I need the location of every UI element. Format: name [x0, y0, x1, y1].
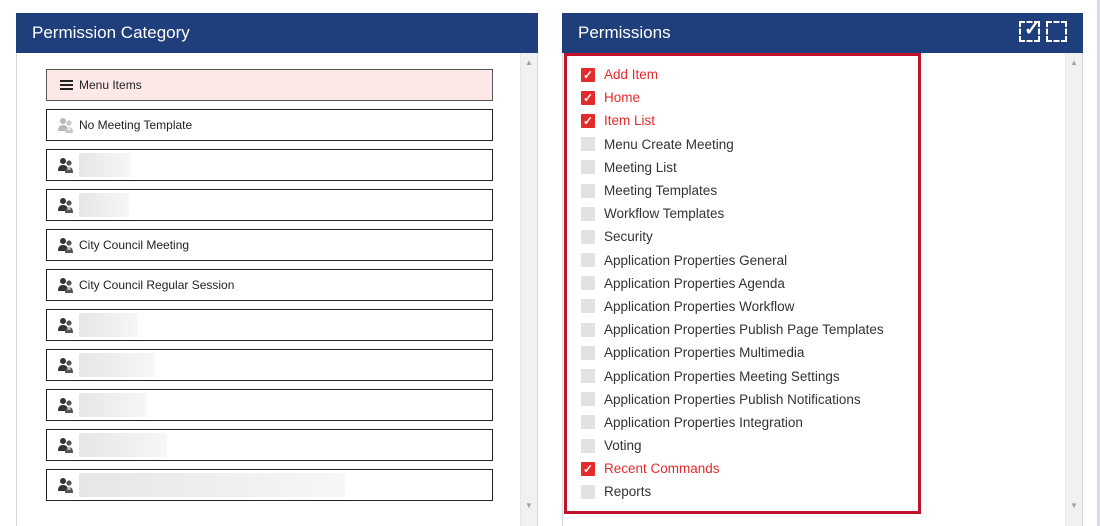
redacted-label	[79, 313, 138, 337]
check-icon: ✓	[582, 113, 594, 128]
select-all-icon[interactable]: ✓	[1019, 21, 1040, 42]
permission-label: Application Properties Integration	[604, 414, 803, 430]
permission-label: Application Properties Workflow	[604, 298, 795, 314]
permission-row[interactable]	[581, 156, 884, 179]
permission-label: Application Properties Agenda	[604, 275, 785, 291]
permission-label: Meeting List	[604, 159, 677, 175]
category-item[interactable]	[46, 229, 493, 261]
users-icon	[58, 317, 74, 333]
permission-label: Recent Commands	[604, 461, 720, 477]
users-icon	[58, 157, 74, 173]
permission-row[interactable]	[581, 109, 884, 132]
permission-checkbox[interactable]	[581, 415, 595, 429]
permission-checkbox[interactable]	[581, 207, 595, 221]
permission-label: Application Properties Publish Notifications	[604, 391, 861, 407]
category-item[interactable]	[46, 189, 493, 221]
permission-row[interactable]	[581, 388, 884, 411]
permission-row[interactable]	[581, 434, 884, 457]
permission-checkbox[interactable]	[581, 230, 595, 244]
permission-checkbox[interactable]	[581, 369, 595, 383]
permission-label: Menu Create Meeting	[604, 136, 734, 152]
permission-category-body	[16, 53, 538, 526]
permission-checkbox[interactable]	[581, 276, 595, 290]
permission-label: Application Properties General	[604, 252, 788, 268]
users-icon	[58, 357, 74, 373]
permission-label: Meeting Templates	[604, 183, 718, 199]
permission-row[interactable]	[581, 63, 884, 86]
permission-label: Application Properties Publish Page Templates	[604, 322, 884, 338]
permission-label: Home	[604, 90, 641, 106]
permissions-list	[581, 63, 884, 504]
users-icon	[58, 117, 74, 133]
category-label: City Council Regular Session	[79, 278, 235, 292]
permission-row[interactable]	[581, 364, 884, 387]
permission-checkbox[interactable]	[581, 253, 595, 267]
permission-checkbox[interactable]	[581, 346, 595, 360]
permission-row[interactable]	[581, 341, 884, 364]
permission-label: Item List	[604, 113, 656, 129]
permission-label: Workflow Templates	[604, 206, 725, 222]
permission-checkbox[interactable]	[581, 114, 595, 128]
category-list	[46, 69, 493, 509]
permission-row[interactable]	[581, 86, 884, 109]
permission-checkbox[interactable]	[581, 439, 595, 453]
permissions-panel	[562, 13, 1083, 526]
permission-checkbox[interactable]	[581, 299, 595, 313]
permission-row[interactable]	[581, 249, 884, 272]
category-label: No Meeting Template	[79, 118, 193, 132]
category-item[interactable]	[46, 269, 493, 301]
permission-label: Application Properties Meeting Settings	[604, 368, 840, 384]
permission-checkbox[interactable]	[581, 184, 595, 198]
permissions-header	[562, 13, 1083, 53]
permission-label: Reports	[604, 484, 652, 500]
redacted-label	[79, 473, 345, 497]
permission-row[interactable]	[581, 457, 884, 480]
users-icon	[58, 477, 74, 493]
category-item[interactable]	[46, 69, 493, 101]
check-icon: ✓	[582, 90, 594, 105]
scroll-up-arrow-icon[interactable]: ▲	[1070, 58, 1078, 67]
users-icon	[58, 277, 74, 293]
permission-checkbox[interactable]	[581, 160, 595, 174]
category-label: City Council Meeting	[79, 238, 190, 252]
category-item[interactable]	[46, 349, 493, 381]
permissions-highlight-frame	[564, 53, 921, 514]
permission-label: Voting	[604, 438, 642, 454]
category-item[interactable]	[46, 469, 493, 501]
redacted-label	[79, 153, 131, 177]
redacted-label	[79, 433, 167, 457]
category-item[interactable]	[46, 309, 493, 341]
users-icon	[58, 197, 74, 213]
scroll-up-arrow-icon[interactable]: ▲	[525, 58, 533, 67]
permission-row[interactable]	[581, 295, 884, 318]
permission-row[interactable]	[581, 202, 884, 225]
permission-row[interactable]	[581, 318, 884, 341]
header-toggle-icons	[1019, 21, 1067, 42]
category-item[interactable]	[46, 149, 493, 181]
category-item[interactable]	[46, 109, 493, 141]
permission-checkbox[interactable]	[581, 485, 595, 499]
category-scrollbar[interactable]	[520, 53, 537, 526]
permissions-title: Permissions	[578, 23, 671, 42]
permission-row[interactable]	[581, 179, 884, 202]
scroll-down-arrow-icon[interactable]: ▼	[525, 501, 533, 510]
permission-checkbox[interactable]	[581, 68, 595, 82]
permission-row[interactable]	[581, 411, 884, 434]
permission-label: Application Properties Multimedia	[604, 345, 805, 361]
permission-row[interactable]	[581, 272, 884, 295]
users-icon	[58, 237, 74, 253]
deselect-all-icon[interactable]	[1046, 21, 1067, 42]
permission-checkbox[interactable]	[581, 137, 595, 151]
permission-row[interactable]	[581, 133, 884, 156]
permission-checkbox[interactable]	[581, 462, 595, 476]
redacted-label	[79, 353, 155, 377]
permission-row[interactable]	[581, 225, 884, 248]
permission-category-header	[16, 13, 538, 53]
permission-label: Add Item	[604, 67, 659, 83]
users-icon	[58, 397, 74, 413]
users-icon	[58, 437, 74, 453]
category-label: Menu Items	[79, 78, 142, 92]
permission-checkbox[interactable]	[581, 323, 595, 337]
menu-icon	[58, 77, 74, 93]
permission-row[interactable]	[581, 480, 884, 503]
redacted-label	[79, 193, 129, 217]
permission-checkbox[interactable]	[581, 392, 595, 406]
permission-label: Security	[604, 229, 653, 245]
redacted-label	[79, 393, 147, 417]
category-item[interactable]	[46, 429, 493, 461]
permission-category-panel	[16, 13, 538, 526]
scroll-down-arrow-icon[interactable]: ▼	[1070, 501, 1078, 510]
check-icon: ✓	[582, 67, 594, 82]
category-item[interactable]	[46, 389, 493, 421]
permission-checkbox[interactable]	[581, 91, 595, 105]
permissions-scrollbar[interactable]	[1065, 53, 1082, 526]
permissions-body	[562, 53, 1083, 526]
permission-category-title: Permission Category	[32, 23, 190, 42]
check-icon: ✓	[582, 461, 594, 476]
